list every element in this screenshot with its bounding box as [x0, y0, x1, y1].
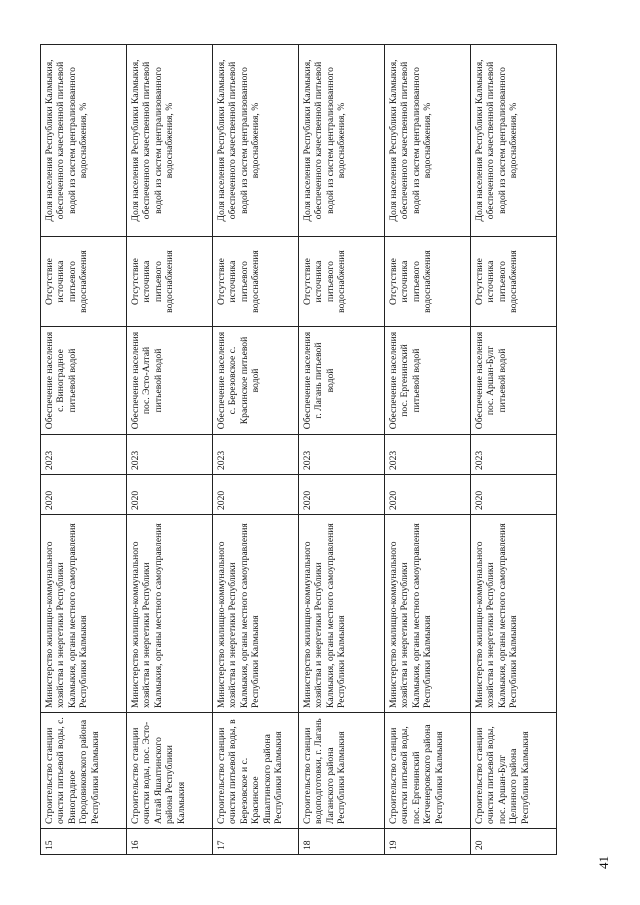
indicator: Доля населения Республики Калмыкия, обеспеченного качественной питьевой водой из систем централизованного водоснабжения, %	[41, 45, 127, 237]
expected-result: Обеспечение населения пос. Эсто-Алтай питьевой водой	[127, 327, 213, 435]
table-row	[385, 45, 471, 855]
executor: Министерство жилищно-коммунального хозяйства и энергетики Республики Калмыкия, органы местного самоуправления Республики Калмыкия	[213, 515, 299, 713]
executor: Министерство жилищно-коммунального хозяйства и энергетики Республики Калмыкия, органы местного самоуправления	[127, 515, 213, 713]
executor: Министерство жилищно-коммунального хозяйства и энергетики Республики Калмыкия, органы местного самоуправления Республики Калмыкия	[471, 515, 557, 713]
table-row	[471, 45, 557, 855]
table-row	[127, 45, 213, 855]
expected-result: Обеспечение населения пос. Аршан-Булг питьевой водой	[471, 327, 557, 435]
expected-result: Обеспечение населения г. Лагань питьевой водой	[299, 327, 385, 435]
consequence: Отсутствие источника питьевого водоснабжения	[471, 237, 557, 327]
consequence: Отсутствие источника питьевого водоснабжения	[41, 237, 127, 327]
table-row	[299, 45, 385, 855]
indicator: Доля населения Республики Калмыкия, обеспеченного качественной питьевой водой из систем централизованного водоснабжения, %	[471, 45, 557, 237]
start-year: 2020	[127, 475, 213, 515]
row-number: 15	[41, 829, 127, 855]
start-year: 2020	[213, 475, 299, 515]
measure-name: Строительство станции очистки воды, пос. Эсто-Алтай Яшалтинского района Республики Калмыкия	[127, 713, 213, 829]
row-number: 20	[471, 829, 557, 855]
expected-result: Обеспечение населения пос. Ергенинский питьевой водой	[385, 327, 471, 435]
consequence: Отсутствие источника питьевого водоснабжения	[127, 237, 213, 327]
end-year: 2023	[213, 435, 299, 475]
measure-name: Строительство станции очистки питьевой воды, пос. Ергенинский Кетченеровского района Республики Калмыкия	[385, 713, 471, 829]
page-number: 41	[596, 856, 611, 869]
row-number: 16	[127, 829, 213, 855]
end-year: 2023	[299, 435, 385, 475]
program-table	[40, 44, 557, 855]
row-number: 18	[299, 829, 385, 855]
expected-result: Обеспечение населения с. Березовское с. Красинское питьевой водой	[213, 327, 299, 435]
consequence: Отсутствие источника питьевого водоснабжения	[385, 237, 471, 327]
indicator: Доля населения Республики Калмыкия, обеспеченного качественной питьевой водой из систем централизованного водоснабжения, %	[385, 45, 471, 237]
measure-name: Строительство станции очистки питьевой воды, пос. Аршан-Булг Целинного района Республики Калмыкия	[471, 713, 557, 829]
table-row	[41, 45, 127, 855]
indicator: Доля населения Республики Калмыкия, обеспеченного качественной питьевой водой из систем централизованного водоснабжения, %	[127, 45, 213, 237]
end-year: 2023	[41, 435, 127, 475]
start-year: 2020	[385, 475, 471, 515]
executor: Министерство жилищно-коммунального хозяйства и энергетики Республики Калмыкия, органы местного самоуправления Республики Калмыкия	[299, 515, 385, 713]
executor: Министерство жилищно-коммунального хозяйства и энергетики Республики Калмыкия, органы местного самоуправления Республики Калмыкия	[385, 515, 471, 713]
indicator: Доля населения Республики Калмыкия, обеспеченного качественной питьевой водой из систем централизованного водоснабжения, %	[299, 45, 385, 237]
measure-name: Строительство станции очистки питьевой воды, с. Виноградное Городовиковского района Республики Калмыкия	[41, 713, 127, 829]
end-year: 2023	[471, 435, 557, 475]
start-year: 2020	[299, 475, 385, 515]
indicator: Доля населения Республики Калмыкия, обеспеченного качественной питьевой водой из систем централизованного водоснабжения, %	[213, 45, 299, 237]
measure-name: Строительство станции водоподготовки, г. Лагань Лаганского района Республики Калмыкия	[299, 713, 385, 829]
consequence: Отсутствие источника питьевого водоснабжения	[213, 237, 299, 327]
executor: Министерство жилищно-коммунального хозяйства и энергетики Республики Калмыкия, органы местного самоуправления Республики Калмыкия	[41, 515, 127, 713]
row-number: 17	[213, 829, 299, 855]
expected-result: Обеспечение населения с. Виноградное питьевой водой	[41, 327, 127, 435]
start-year: 2020	[471, 475, 557, 515]
table-row	[213, 45, 299, 855]
row-number: 19	[385, 829, 471, 855]
end-year: 2023	[127, 435, 213, 475]
start-year: 2020	[41, 475, 127, 515]
consequence: Отсутствие источника питьевого водоснабжения	[299, 237, 385, 327]
measure-name: Строительство станции очистки питьевой воды, в Березовское и с. Красинское Яшалтинского района Республики Калмыкия	[213, 713, 299, 829]
end-year: 2023	[385, 435, 471, 475]
